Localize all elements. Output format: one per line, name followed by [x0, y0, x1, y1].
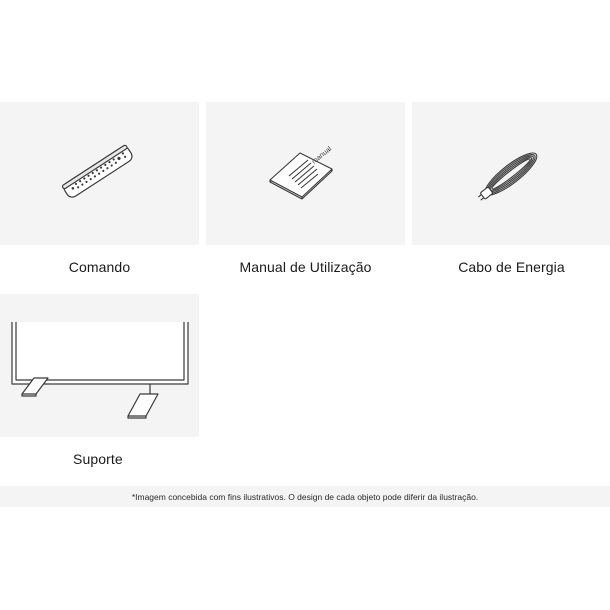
accessory-card-stand — [0, 294, 199, 467]
accessory-card-manual — [206, 102, 405, 275]
remote-control-icon — [0, 102, 199, 245]
user-manual-icon — [206, 102, 405, 245]
remote-image-tile — [0, 102, 199, 245]
item-label-remote: Comando — [68, 259, 131, 275]
disclaimer-text: *Imagem concebida com fins ilustrativos. O design de cada objeto pode diferir da ilustração. — [131, 491, 479, 502]
item-label-manual: Manual de Utilização — [239, 259, 372, 275]
power-cable-icon — [412, 102, 610, 245]
stand-image-tile — [0, 294, 199, 437]
cable-image-tile — [412, 102, 610, 245]
accessory-card-remote — [0, 102, 199, 275]
disclaimer-bar — [0, 486, 610, 507]
manual-image-tile — [206, 102, 405, 245]
manual-cover-text: manual — [310, 145, 334, 166]
item-label-cable: Cabo de Energia — [458, 259, 565, 275]
accessory-card-cable — [412, 102, 610, 275]
item-label-stand: Suporte — [73, 451, 123, 467]
tv-stand-icon — [0, 294, 199, 437]
